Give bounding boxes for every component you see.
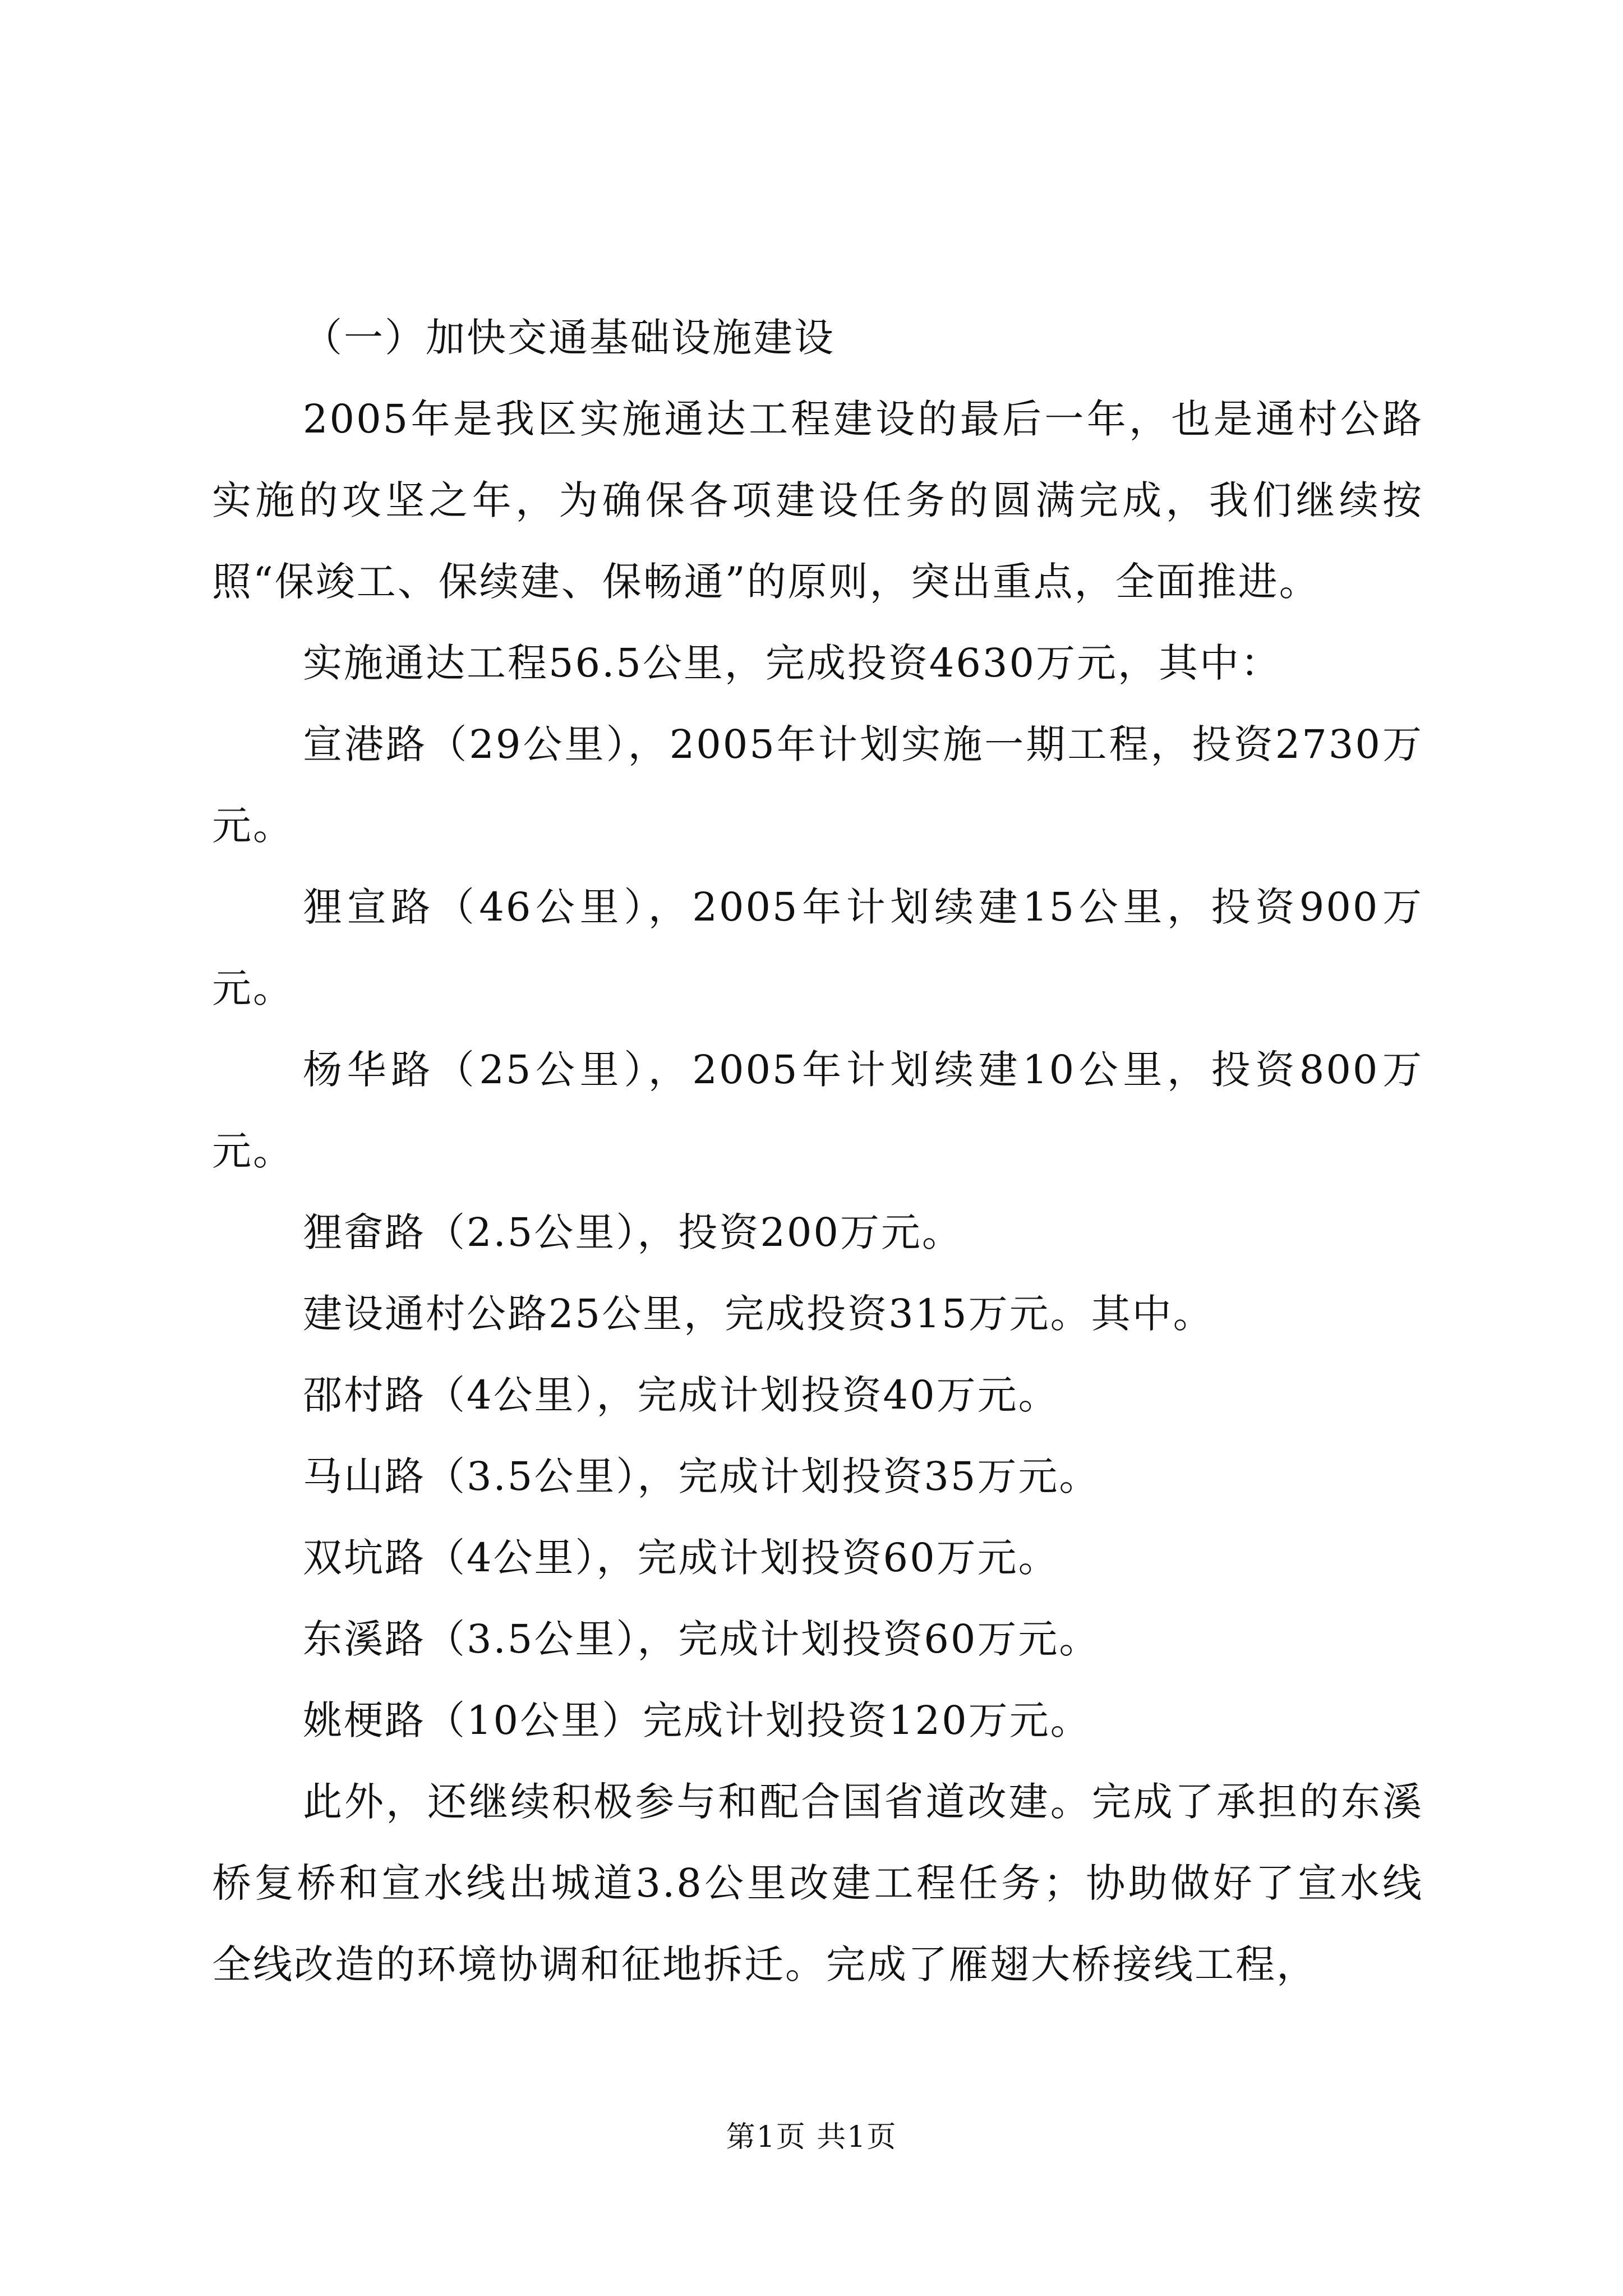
page-number-label: 第1页 共1页 xyxy=(726,2120,897,2154)
body-paragraph: 2005年是我区实施通达工程建设的最后一年，也是通村公路实施的攻坚之年，为确保各项建设任务的圆满完成，我们继续按照“保竣工、保续建、保畅通”的原则，突出重点，全面推进。 xyxy=(212,396,1423,605)
body-paragraph: 邵村路（4公里），完成计划投资40万元。 xyxy=(303,1372,1059,1418)
body-paragraph: 姚梗路（10公里）完成计划投资120万元。 xyxy=(303,1697,1091,1743)
body-paragraph: 狸畲路（2.5公里），投资200万元。 xyxy=(303,1209,963,1255)
body-paragraph: 双坑路（4公里），完成计划投资60万元。 xyxy=(303,1535,1059,1581)
body-paragraph: 杨华路（25公里），2005年计划续建10公里，投资800万元。 xyxy=(212,1047,1423,1174)
body-paragraph: 实施通达工程56.5公里，完成投资4630万元，其中： xyxy=(303,640,1282,686)
body-paragraph: 东溪路（3.5公里），完成计划投资60万元。 xyxy=(303,1616,1100,1662)
section-heading: （一）加快交通基础设施建设 xyxy=(303,315,835,361)
body-paragraph: 建设通村公路25公里，完成投资315万元。其中。 xyxy=(303,1291,1214,1337)
body-paragraph: 狸宣路（46公里），2005年计划续建15公里，投资900万元。 xyxy=(212,884,1423,1011)
body-paragraph: 马山路（3.5公里），完成计划投资35万元。 xyxy=(303,1453,1100,1499)
body-paragraph: 宣港路（29公里），2005年计划实施一期工程，投资2730万元。 xyxy=(212,721,1423,849)
page-footer xyxy=(0,2118,1623,2157)
document-body xyxy=(212,297,1423,2005)
body-paragraph: 此外，还继续积极参与和配合国省道改建。完成了承担的东溪桥复桥和宣水线出城道3.8公里改建工程任务；协助做好了宣水线全线改造的环境协调和征地拆迁。完成了雁翅大桥接线工程， xyxy=(212,1779,1423,1987)
